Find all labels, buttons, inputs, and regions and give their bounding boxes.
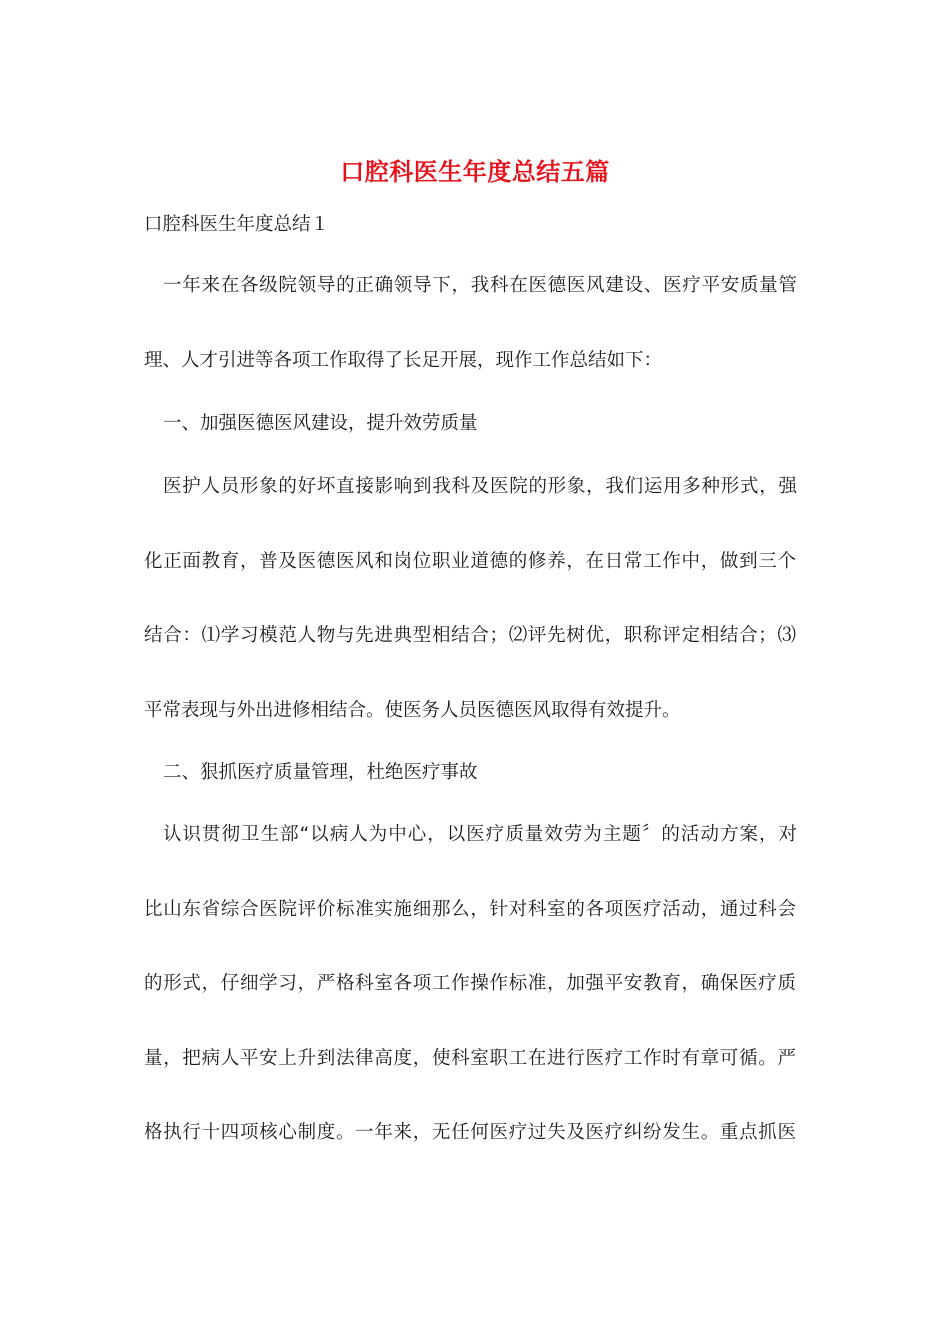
section-heading: 一、加强医德医风建设，提升效劳质量 <box>163 413 478 434</box>
paragraph-line: 比山东省综合医院评价标准实施细那么，针对科室的各项医疗活动，通过科会 <box>144 899 796 920</box>
paragraph-line: 认识贯彻卫生部“以病人为中心，以医疗质量效劳为主题〞的活动方案，对 <box>163 824 797 845</box>
paragraph-line: 结合：⑴学习模范人物与先进典型相结合；⑵评先树优，职称评定相结合；⑶ <box>144 625 796 646</box>
document-title: 口腔科医生年度总结五篇 <box>340 157 610 186</box>
section-heading-summary-1: 口腔科医生年度总结１ <box>144 214 330 235</box>
paragraph-line: 的形式，仔细学习，严格科室各项工作操作标准，加强平安教育，确保医疗质 <box>144 973 796 994</box>
section-heading: 二、狠抓医疗质量管理，杜绝医疗事故 <box>163 762 478 783</box>
paragraph-line: 平常表现与外出进修相结合。使医务人员医德医风取得有效提升。 <box>144 700 681 721</box>
paragraph-line: 一年来在各级院领导的正确领导下，我科在医德医风建设、医疗平安质量管 <box>163 275 797 296</box>
paragraph-line: 格执行十四项核心制度。一年来，无任何医疗过失及医疗纠纷发生。重点抓医 <box>144 1122 796 1143</box>
paragraph-line: 化正面教育，普及医德医风和岗位职业道德的修养，在日常工作中，做到三个 <box>144 551 796 572</box>
paragraph-line: 医护人员形象的好坏直接影响到我科及医院的形象，我们运用多种形式，强 <box>163 476 797 497</box>
paragraph-line: 理、人才引进等各项工作取得了长足开展，现作工作总结如下： <box>144 350 663 371</box>
paragraph-line: 量，把病人平安上升到法律高度，使科室职工在进行医疗工作时有章可循。严 <box>144 1048 796 1069</box>
